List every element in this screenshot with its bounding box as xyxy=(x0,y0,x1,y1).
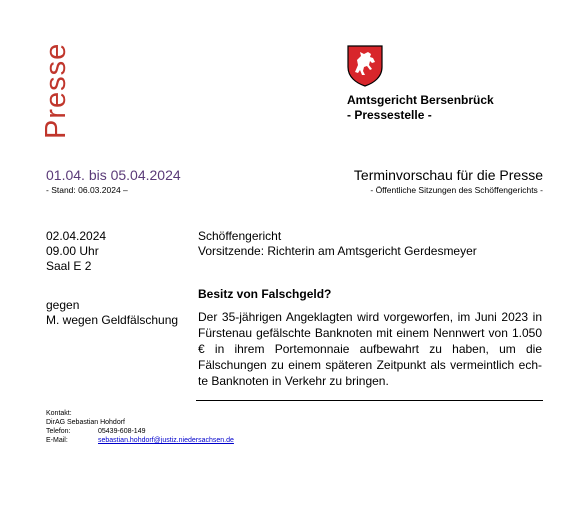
press-office-label: - Pressestelle - xyxy=(347,108,432,122)
presiding-judge: Vorsitzende: Richterin am Amtsgericht Gerdesmeyer xyxy=(198,244,477,258)
date-range: 01.04. bis 05.04.2024 xyxy=(46,167,181,183)
schedule-title: Terminvorschau für die Presse xyxy=(353,167,543,183)
gegen-label: gegen xyxy=(46,298,80,312)
case-heading: Besitz von Falschgeld? xyxy=(198,287,332,301)
presse-vertical-title: Presse xyxy=(40,42,72,139)
court-name: Amtsgericht Bersenbrück xyxy=(347,93,494,107)
email-label: E-Mail: xyxy=(46,437,68,444)
phone-label: Telefon: xyxy=(46,428,71,435)
contact-label: Kontakt: xyxy=(46,410,72,417)
contact-name: DirAG Sebastian Hohdorf xyxy=(46,419,125,426)
lower-saxony-horse-crest-icon xyxy=(347,45,383,87)
entry-date: 02.04.2024 xyxy=(46,229,107,243)
email-link[interactable]: sebastian.hohdorf@justiz.niedersachsen.de xyxy=(98,437,234,444)
schedule-subtitle: - Öffentliche Sitzungen des Schöffengerichts - xyxy=(370,185,543,195)
entry-room: Saal E 2 xyxy=(46,259,92,273)
case-description: Der 35-jährigen Angeklagten wird vorgeworfen, im Juni 2023 in Fürstenau gefälschte Banknoten mit einem Nennwert von 1.050 € in ihrem Portemonnaie aufbewahrt zu haben, um die Fälschungen zu einem späteren Zeitpunkt als vermeintlich ech-te Banknoten in Verkehr zu bringen. xyxy=(198,310,542,388)
status-date: - Stand: 06.03.2024 – xyxy=(46,185,128,195)
defendant-charge: M. wegen Geldfälschung xyxy=(46,313,179,327)
court-type: Schöffengericht xyxy=(198,229,282,243)
divider-line xyxy=(196,400,543,401)
phone-number: 05439-608-149 xyxy=(98,428,146,435)
entry-time: 09.00 Uhr xyxy=(46,244,99,258)
